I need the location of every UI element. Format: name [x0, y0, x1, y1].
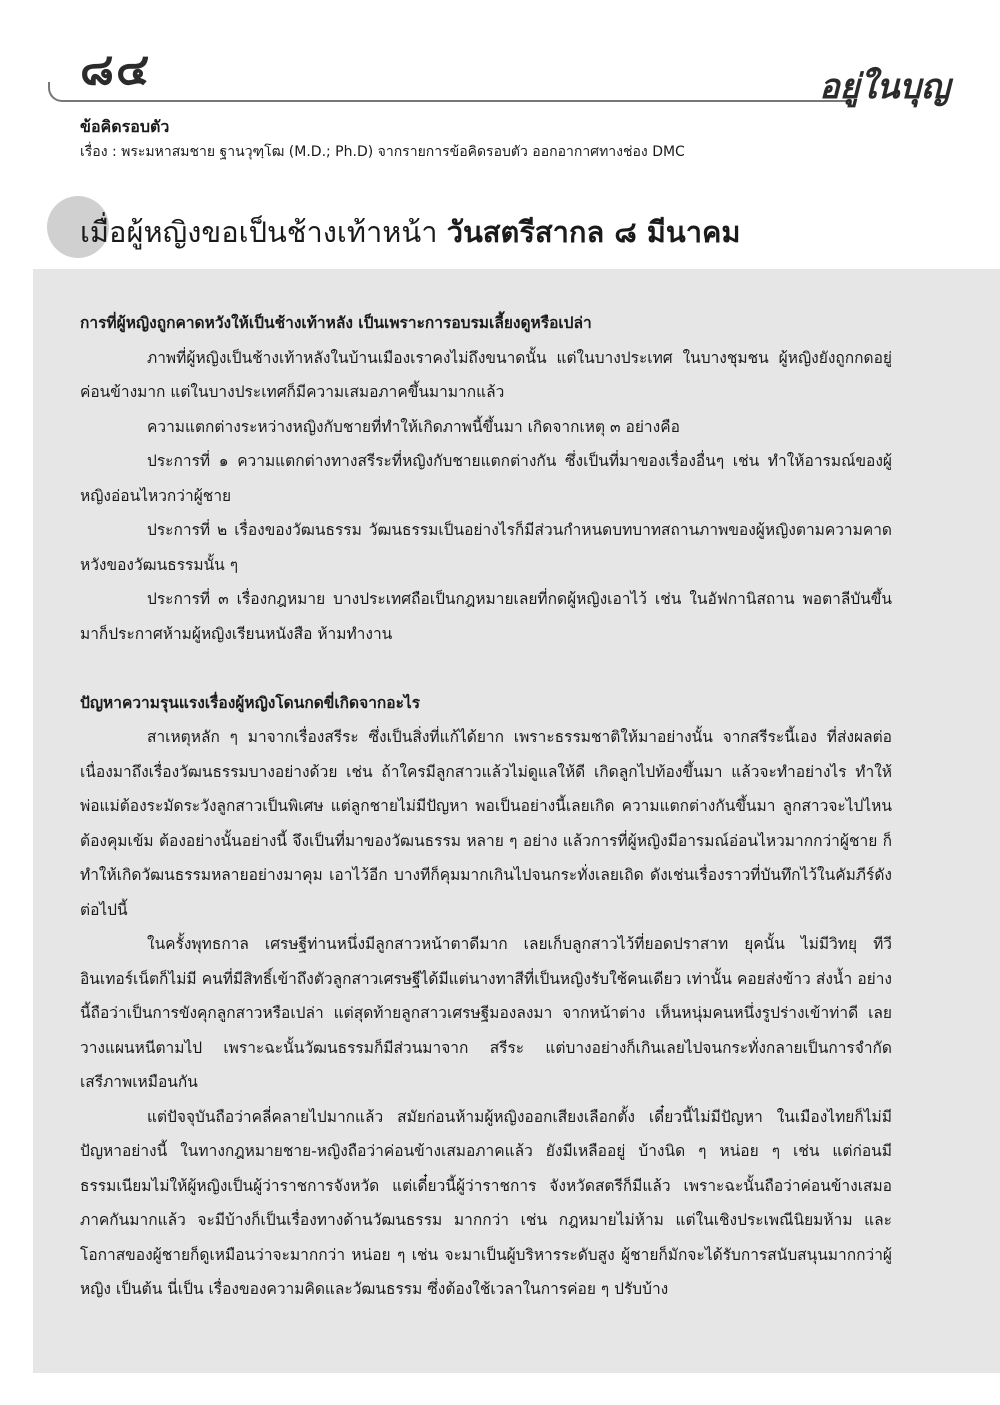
- paragraph: สาเหตุหลัก ๆ มาจากเรื่องสรีระ ซึ่งเป็นสิ่งที่แก้ได้ยาก เพราะธรรมชาติให้มาอย่างนั้น จากสรีระนี้เอง ที่ส่งผลต่อเนื่องมาถึงเรื่องวัฒนธรรมบางอย่างด้วย เช่น ถ้าใครมีลูกสาวแล้วไม่ดูแลให้ดี เกิดลูกไปท้องขึ้นมา แล้วจะทำอย่างไร ทำให้พ่อแม่ต้องระมัดระวังลูกสาวเป็นพิเศษ แต่ลูกชายไม่มีปัญหา พอเป็นอย่างนี้เลยเกิด ความแตกต่างกันขึ้นมา ลูกสาวจะไปไหนต้องคุมเข้ม ต้องอย่างนั้นอย่างนี้ จึงเป็นที่มาของวัฒนธรรม หลาย ๆ อย่าง แล้วการที่ผู้หญิงมีอารมณ์อ่อนไหวมากกว่าผู้ชาย ก็ทำให้เกิดวัฒนธรรมหลายอย่างมาคุม เอาไว้อีก บางทีก็คุมมากเกินไปจนกระทั่งเลยเถิด ดังเช่นเรื่องราวที่บันทึกไว้ในคัมภีร์ดังต่อไปนี้: [80, 728, 892, 919]
- paragraph: ประการที่ ๑ ความแตกต่างทางสรีระที่หญิงกับชายแตกต่างกัน ซึ่งเป็นที่มาของเรื่องอื่นๆ เช่น ทำให้อารมณ์ของผู้หญิงอ่อนไหวกว่าผู้ชาย: [80, 452, 892, 505]
- column-title: ข้อคิดรอบตัว: [80, 117, 170, 136]
- paragraph: ความแตกต่างระหว่างหญิงกับชายที่ทำให้เกิดภาพนี้ขึ้นมา เกิดจากเหตุ ๓ อย่างคือ: [147, 417, 680, 436]
- page-number: ๘๔: [80, 44, 152, 95]
- paragraph: ภาพที่ผู้หญิงเป็นช้างเท้าหลังในบ้านเมืองเราคงไม่ถึงขนาดนั้น แต่ในบางประเทศ ในบางชุมชน ผู้หญิงยังถูกกดอยู่ค่อนข้างมาก แต่ในบางประเทศก็มีความเสมอภาคขึ้นมามากแล้ว: [80, 348, 892, 401]
- article-title: [80, 210, 741, 254]
- article-body: [80, 306, 892, 1307]
- paragraph: ในครั้งพุทธกาล เศรษฐีท่านหนึ่งมีลูกสาวหน้าตาดีมาก เลยเก็บลูกสาวไว้ที่ยอดปราสาท ยุคนั้น ไม่มีวิทยุ ทีวี อินเทอร์เน็ตก็ไม่มี คนที่มีสิทธิ์เข้าถึงตัวลูกสาวเศรษฐีได้มีแต่นางทาสีที่เป็นหญิงรับใช้คนเดียว เท่านั้น คอยส่งข้าว ส่งน้ำ อย่างนี้ถือว่าเป็นการขังคุกลูกสาวหรือเปล่า แต่สุดท้ายลูกสาวเศรษฐีมองลงมา จากหน้าต่าง เห็นหนุ่มคนหนึ่งรูปร่างเข้าท่าดี เลยวางแผนหนีตามไป เพราะฉะนั้นวัฒนธรรมก็มีส่วนมาจาก สรีระ แต่บางอย่างก็เกินเลยไปจนกระทั่งกลายเป็นการจำกัดเสรีภาพเหมือนกัน: [80, 935, 892, 1091]
- section-heading: ปัญหาความรุนแรงเรื่องผู้หญิงโดนกดขี่เกิดจากอะไร: [80, 693, 421, 712]
- section-spacer: [80, 651, 892, 686]
- byline: เรื่อง : พระมหาสมชาย ฐานวุฑฺโฒ (M.D.; Ph.D) จากรายการข้อคิดรอบตัว ออกอากาศทางช่อง DMC: [80, 144, 685, 160]
- paragraph: ประการที่ ๒ เรื่องของวัฒนธรรม วัฒนธรรมเป็นอย่างไรก็มีส่วนกำหนดบทบาทสถานภาพของผู้หญิงตามความคาดหวังของวัฒนธรรมนั้น ๆ: [80, 521, 892, 574]
- paragraph: แต่ปัจจุบันถือว่าคลี่คลายไปมากแล้ว สมัยก่อนห้ามผู้หญิงออกเสียงเลือกตั้ง เดี๋ยวนี้ไม่มีปัญหา ในเมืองไทยก็ไม่มีปัญหาอย่างนี้ ในทางกฎหมายชาย-หญิงถือว่าค่อนข้างเสมอภาคแล้ว ยังมีเหลืออยู่ บ้างนิด ๆ หน่อย ๆ เช่น แต่ก่อนมีธรรมเนียมไม่ให้ผู้หญิงเป็นผู้ว่าราชการจังหวัด แต่เดี๋ยวนี้ผู้ว่าราชการ จังหวัดสตรีก็มีแล้ว เพราะฉะนั้นถือว่าค่อนข้างเสมอภาคกันมากแล้ว จะมีบ้างก็เป็นเรื่องทางด้านวัฒนธรรม มากกว่า เช่น กฎหมายไม่ห้าม แต่ในเชิงประเพณีนิยมห้าม และโอกาสของผู้ชายก็ดูเหมือนว่าจะมากกว่า หน่อย ๆ เช่น จะมาเป็นผู้บริหารระดับสูง ผู้ชายก็มักจะได้รับการสนับสนุนมากกว่าผู้หญิง เป็นต้น นี่เป็น เรื่องของความคิดและวัฒนธรรม ซึ่งต้องใช้เวลาในการค่อย ๆ ปรับบ้าง: [80, 1107, 892, 1298]
- article-title-main: เมื่อผู้หญิงขอเป็นช้างเท้าหน้า: [80, 215, 438, 249]
- magazine-logo: อยู่ในบุญ: [819, 67, 950, 107]
- header-rule: [48, 82, 850, 102]
- paragraph: ประการที่ ๓ เรื่องกฎหมาย บางประเทศถือเป็นกฎหมายเลยที่กดผู้หญิงเอาไว้ เช่น ในอัฟกานิสถาน พอตาลีบันขึ้นมาก็ประกาศห้ามผู้หญิงเรียนหนังสือ ห้ามทำงาน: [80, 590, 892, 643]
- article-title-strong: วันสตรีสากล ๘ มีนาคม: [446, 215, 741, 249]
- section-heading: การที่ผู้หญิงถูกคาดหวังให้เป็นช้างเท้าหลัง เป็นเพราะการอบรมเลี้ยงดูหรือเปล่า: [80, 314, 592, 332]
